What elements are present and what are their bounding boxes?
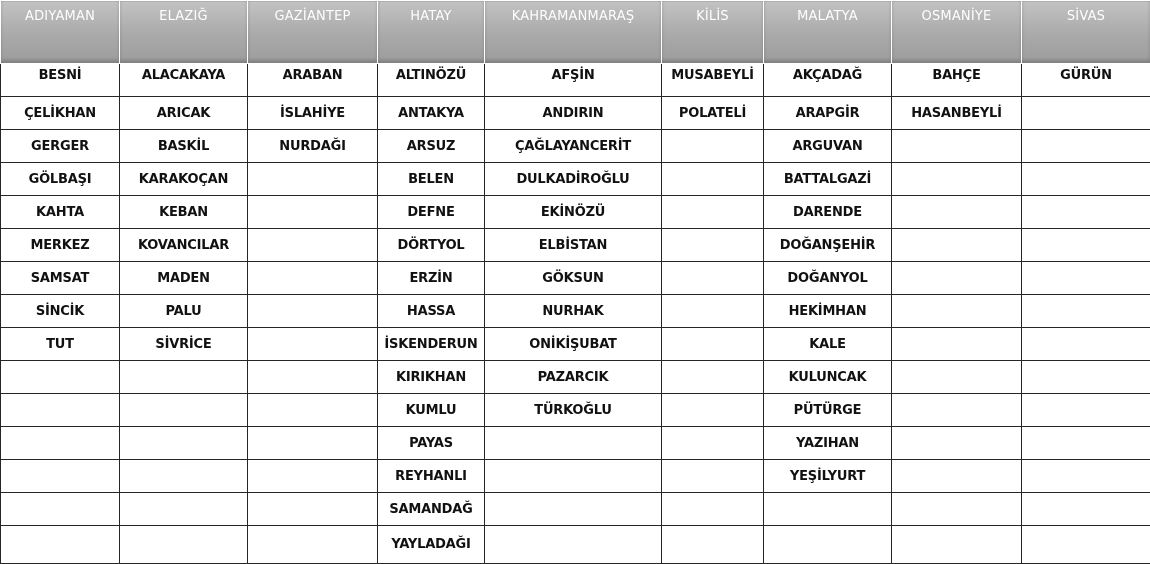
district-cell-kilis — [662, 295, 764, 328]
district-cell-adiyaman: KAHTA — [1, 196, 120, 229]
header-row — [1, 1, 1150, 64]
district-cell-hatay: SAMANDAĞ — [378, 493, 485, 526]
district-cell-osmaniye — [892, 427, 1022, 460]
district-cell-hatay: ERZİN — [378, 262, 485, 295]
district-cell-kilis — [662, 493, 764, 526]
district-cell-sivas — [1022, 361, 1150, 394]
district-cell-gaziantep: ARABAN — [248, 64, 378, 97]
district-cell-malatya: HEKİMHAN — [764, 295, 892, 328]
district-cell-elazig — [120, 394, 248, 427]
district-cell-hatay: HASSA — [378, 295, 485, 328]
district-cell-hatay: REYHANLI — [378, 460, 485, 493]
district-cell-kilis — [662, 262, 764, 295]
district-cell-elazig — [120, 460, 248, 493]
district-cell-kahramanmaras: ÇAĞLAYANCERİT — [485, 130, 662, 163]
district-cell-malatya: YEŞİLYURT — [764, 460, 892, 493]
district-cell-kahramanmaras — [485, 526, 662, 564]
district-cell-elazig: KARAKOÇAN — [120, 163, 248, 196]
district-cell-adiyaman — [1, 361, 120, 394]
district-cell-kahramanmaras: ELBİSTAN — [485, 229, 662, 262]
district-cell-kahramanmaras: NURHAK — [485, 295, 662, 328]
district-cell-elazig: KEBAN — [120, 196, 248, 229]
district-cell-malatya: PÜTÜRGE — [764, 394, 892, 427]
district-cell-kilis — [662, 427, 764, 460]
district-cell-sivas — [1022, 262, 1150, 295]
district-cell-kahramanmaras — [485, 427, 662, 460]
district-cell-osmaniye — [892, 196, 1022, 229]
district-cell-hatay: İSKENDERUN — [378, 328, 485, 361]
table-row — [1, 163, 1150, 196]
district-cell-hatay: PAYAS — [378, 427, 485, 460]
district-cell-adiyaman — [1, 460, 120, 493]
district-cell-osmaniye — [892, 295, 1022, 328]
table-row — [1, 262, 1150, 295]
column-header-osmaniye: OSMANİYE — [892, 1, 1022, 64]
district-cell-malatya: DARENDE — [764, 196, 892, 229]
district-cell-malatya — [764, 526, 892, 564]
district-cell-adiyaman: TUT — [1, 328, 120, 361]
district-cell-malatya: ARGUVAN — [764, 130, 892, 163]
table-row — [1, 460, 1150, 493]
table-row — [1, 526, 1150, 564]
district-cell-kilis — [662, 196, 764, 229]
district-cell-osmaniye — [892, 262, 1022, 295]
district-cell-osmaniye — [892, 163, 1022, 196]
district-cell-elazig — [120, 427, 248, 460]
table-row — [1, 229, 1150, 262]
district-cell-hatay: ANTAKYA — [378, 97, 485, 130]
district-cell-malatya: AKÇADAĞ — [764, 64, 892, 97]
district-cell-adiyaman — [1, 493, 120, 526]
district-cell-gaziantep — [248, 460, 378, 493]
district-cell-gaziantep — [248, 361, 378, 394]
district-cell-kilis: POLATELİ — [662, 97, 764, 130]
district-cell-osmaniye — [892, 130, 1022, 163]
district-cell-elazig — [120, 526, 248, 564]
column-header-hatay: HATAY — [378, 1, 485, 64]
district-cell-sivas — [1022, 196, 1150, 229]
district-cell-adiyaman — [1, 427, 120, 460]
table-row — [1, 361, 1150, 394]
district-cell-sivas — [1022, 163, 1150, 196]
district-cell-gaziantep — [248, 163, 378, 196]
district-cell-gaziantep: NURDAĞI — [248, 130, 378, 163]
district-cell-gaziantep — [248, 295, 378, 328]
district-cell-sivas — [1022, 295, 1150, 328]
district-cell-kilis: MUSABEYLİ — [662, 64, 764, 97]
table-row — [1, 196, 1150, 229]
district-cell-adiyaman — [1, 526, 120, 564]
district-cell-sivas — [1022, 394, 1150, 427]
district-cell-osmaniye — [892, 328, 1022, 361]
district-cell-adiyaman: ÇELİKHAN — [1, 97, 120, 130]
district-cell-gaziantep — [248, 394, 378, 427]
district-cell-malatya: DOĞANŞEHİR — [764, 229, 892, 262]
district-cell-hatay: DEFNE — [378, 196, 485, 229]
district-cell-osmaniye — [892, 229, 1022, 262]
district-cell-osmaniye — [892, 361, 1022, 394]
district-cell-adiyaman: SİNCİK — [1, 295, 120, 328]
table-row — [1, 295, 1150, 328]
district-cell-malatya: KALE — [764, 328, 892, 361]
district-cell-sivas: GÜRÜN — [1022, 64, 1150, 97]
district-cell-elazig — [120, 493, 248, 526]
district-cell-adiyaman: BESNİ — [1, 64, 120, 97]
district-cell-malatya: ARAPGİR — [764, 97, 892, 130]
district-cell-osmaniye: BAHÇE — [892, 64, 1022, 97]
district-cell-gaziantep: İSLAHİYE — [248, 97, 378, 130]
table-row — [1, 130, 1150, 163]
district-cell-adiyaman: SAMSAT — [1, 262, 120, 295]
district-cell-malatya: DOĞANYOL — [764, 262, 892, 295]
district-cell-kahramanmaras: ANDIRIN — [485, 97, 662, 130]
table-row — [1, 493, 1150, 526]
district-cell-hatay: DÖRTYOL — [378, 229, 485, 262]
district-cell-gaziantep — [248, 526, 378, 564]
table-row — [1, 328, 1150, 361]
district-cell-malatya: YAZIHAN — [764, 427, 892, 460]
district-cell-sivas — [1022, 130, 1150, 163]
table-row — [1, 394, 1150, 427]
district-cell-kahramanmaras: EKİNÖZÜ — [485, 196, 662, 229]
column-header-adiyaman: ADIYAMAN — [1, 1, 120, 64]
district-cell-osmaniye — [892, 493, 1022, 526]
district-cell-gaziantep — [248, 262, 378, 295]
district-cell-hatay: KUMLU — [378, 394, 485, 427]
district-cell-hatay: YAYLADAĞI — [378, 526, 485, 564]
district-cell-kahramanmaras — [485, 460, 662, 493]
district-cell-osmaniye — [892, 460, 1022, 493]
district-cell-gaziantep — [248, 427, 378, 460]
district-cell-kilis — [662, 328, 764, 361]
district-cell-kilis — [662, 526, 764, 564]
district-cell-osmaniye — [892, 394, 1022, 427]
column-header-kahramanmaras: KAHRAMANMARAŞ — [485, 1, 662, 64]
district-cell-elazig — [120, 361, 248, 394]
district-cell-adiyaman: GÖLBAŞI — [1, 163, 120, 196]
district-cell-hatay: KIRIKHAN — [378, 361, 485, 394]
district-cell-kilis — [662, 460, 764, 493]
district-cell-gaziantep — [248, 196, 378, 229]
district-cell-malatya: BATTALGAZİ — [764, 163, 892, 196]
column-header-malatya: MALATYA — [764, 1, 892, 64]
district-cell-sivas — [1022, 229, 1150, 262]
district-cell-malatya: KULUNCAK — [764, 361, 892, 394]
district-cell-sivas — [1022, 427, 1150, 460]
district-cell-elazig: ALACAKAYA — [120, 64, 248, 97]
district-cell-hatay: ALTINÖZÜ — [378, 64, 485, 97]
table-row — [1, 97, 1150, 130]
district-cell-sivas — [1022, 97, 1150, 130]
district-cell-malatya — [764, 493, 892, 526]
district-cell-kahramanmaras: GÖKSUN — [485, 262, 662, 295]
district-cell-elazig: MADEN — [120, 262, 248, 295]
district-cell-elazig: ARICAK — [120, 97, 248, 130]
table-body — [1, 64, 1150, 564]
district-cell-sivas — [1022, 526, 1150, 564]
district-cell-kahramanmaras: ONİKİŞUBAT — [485, 328, 662, 361]
district-cell-gaziantep — [248, 229, 378, 262]
district-cell-osmaniye — [892, 526, 1022, 564]
district-cell-elazig: BASKİL — [120, 130, 248, 163]
district-cell-sivas — [1022, 460, 1150, 493]
district-cell-kahramanmaras: AFŞİN — [485, 64, 662, 97]
district-cell-kahramanmaras: TÜRKOĞLU — [485, 394, 662, 427]
district-cell-gaziantep — [248, 328, 378, 361]
column-header-sivas: SİVAS — [1022, 1, 1150, 64]
table-row — [1, 427, 1150, 460]
district-cell-sivas — [1022, 493, 1150, 526]
district-cell-osmaniye: HASANBEYLİ — [892, 97, 1022, 130]
district-cell-kahramanmaras — [485, 493, 662, 526]
district-cell-gaziantep — [248, 493, 378, 526]
district-cell-kahramanmaras: PAZARCIK — [485, 361, 662, 394]
district-cell-kilis — [662, 394, 764, 427]
district-cell-sivas — [1022, 328, 1150, 361]
district-cell-adiyaman — [1, 394, 120, 427]
district-cell-elazig: PALU — [120, 295, 248, 328]
table-row — [1, 64, 1150, 97]
district-cell-adiyaman: MERKEZ — [1, 229, 120, 262]
district-cell-elazig: SİVRİCE — [120, 328, 248, 361]
district-cell-kilis — [662, 229, 764, 262]
district-cell-hatay: BELEN — [378, 163, 485, 196]
district-cell-adiyaman: GERGER — [1, 130, 120, 163]
district-cell-kilis — [662, 361, 764, 394]
district-cell-kilis — [662, 163, 764, 196]
district-cell-hatay: ARSUZ — [378, 130, 485, 163]
district-cell-elazig: KOVANCILAR — [120, 229, 248, 262]
column-header-gaziantep: GAZİANTEP — [248, 1, 378, 64]
column-header-elazig: ELAZIĞ — [120, 1, 248, 64]
district-cell-kahramanmaras: DULKADİROĞLU — [485, 163, 662, 196]
district-cell-kilis — [662, 130, 764, 163]
column-header-kilis: KİLİS — [662, 1, 764, 64]
